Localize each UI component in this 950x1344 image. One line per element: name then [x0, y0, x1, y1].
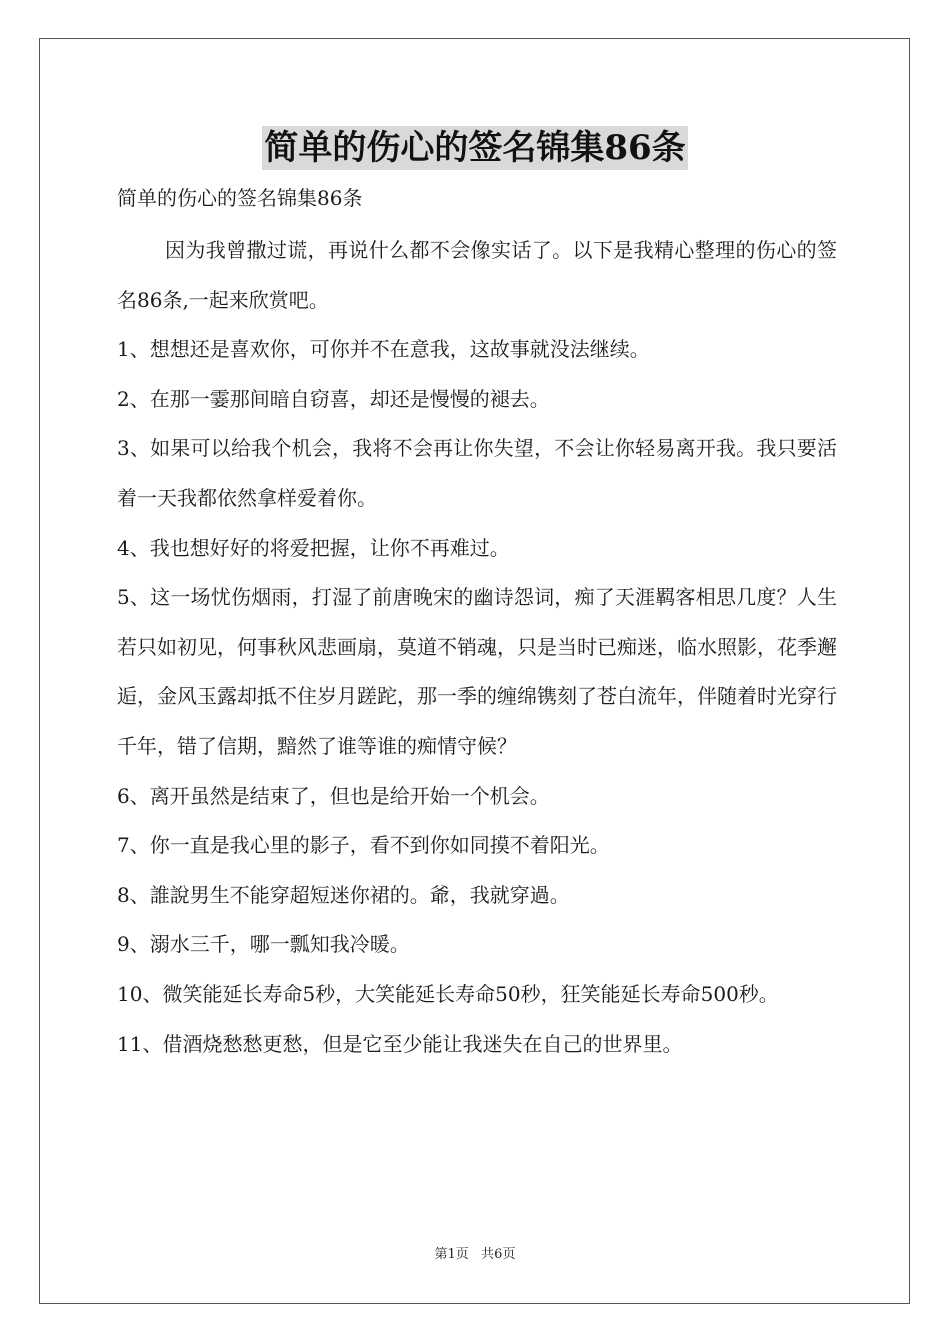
list-item: 9、溺水三千，哪一瓢知我冷暖。	[117, 932, 410, 957]
page-footer: 第1页 共6页	[434, 1247, 516, 1262]
list-item: 10、微笑能延长寿命5秒，大笑能延长寿命50秒，狂笑能延长寿命500秒。	[117, 981, 779, 1006]
list-item: 11、借酒烧愁愁更愁，但是它至少能让我迷失在自己的世界里。	[117, 1031, 683, 1056]
document-title: 简单的伤心的签名锦集86条	[264, 128, 686, 168]
list-item: 7、你一直是我心里的影子，看不到你如同摸不着阳光。	[117, 833, 610, 858]
list-item: 1、想想还是喜欢你，可你并不在意我，这故事就没法继续。	[117, 337, 650, 362]
intro-paragraph: 因为我曾撒过谎，再说什么都不会像实话了。以下是我精心整理的伤心的签名86条,一起来欣赏吧。	[117, 238, 837, 312]
list-item: 4、我也想好好的将爱把握，让你不再难过。	[117, 535, 510, 560]
list-item: 2、在那一霎那间暗自窃喜，却还是慢慢的褪去。	[117, 386, 550, 411]
document-subtitle: 简单的伤心的签名锦集86条	[117, 186, 363, 210]
document-body	[117, 226, 837, 1069]
list-item: 3、如果可以给我个机会，我将不会再让你失望，不会让你轻易离开我。我只要活着一天我都依然拿样爱着你。	[117, 436, 837, 510]
list-item: 6、离开虽然是结束了，但也是给开始一个机会。	[117, 783, 550, 808]
list-item: 8、誰說男生不能穿超短迷你裙的。爺，我就穿過。	[117, 882, 570, 907]
list-item: 5、这一场忧伤烟雨，打湿了前唐晚宋的幽诗怨词，痴了天涯羁客相思几度？人生若只如初见，何事秋风悲画扇，莫道不销魂，只是当时已痴迷，临水照影，花季邂逅，金风玉露却抵不住岁月蹉跎，那一季的缠绵镌刻了苍白流年，伴随着时光穿行千年，错了信期，黯然了谁等谁的痴情守候？	[117, 585, 837, 758]
title-container	[0, 126, 950, 170]
